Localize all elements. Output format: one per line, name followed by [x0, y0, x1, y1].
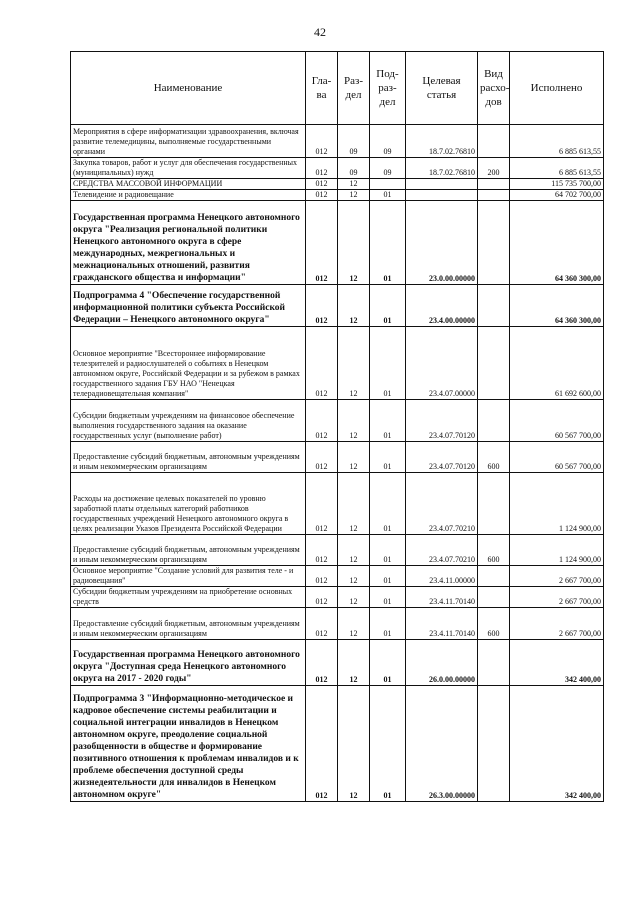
cell-podrazdel: 09	[370, 158, 406, 179]
cell-razdel: 12	[338, 190, 370, 201]
cell-ispolneno: 115 735 700,00	[510, 179, 604, 190]
cell-vid	[478, 190, 510, 201]
table-row	[71, 566, 604, 587]
cell-podrazdel: 01	[370, 201, 406, 285]
cell-celevaya: 23.4.07.70210	[406, 535, 478, 566]
cell-glava: 012	[306, 158, 338, 179]
cell-ispolneno: 64 702 700,00	[510, 190, 604, 201]
cell-ispolneno: 1 124 900,00	[510, 473, 604, 535]
cell-podrazdel: 01	[370, 686, 406, 802]
cell-name: Субсидии бюджетным учреждениям на приобретение основных средств	[71, 587, 306, 608]
table-row	[71, 473, 604, 535]
cell-celevaya: 23.4.00.00000	[406, 285, 478, 327]
cell-celevaya: 23.4.11.70140	[406, 608, 478, 640]
cell-celevaya: 18.7.02.76810	[406, 158, 478, 179]
cell-vid: 600	[478, 608, 510, 640]
cell-glava: 012	[306, 442, 338, 473]
cell-ispolneno: 60 567 700,00	[510, 442, 604, 473]
table-row	[71, 442, 604, 473]
cell-celevaya: 23.4.07.00000	[406, 327, 478, 400]
cell-name: Государственная программа Ненецкого автономного округа "Реализация региональной политики Ненецкого автономного округа в сфере международных, межрегиональных и межнациональных отношений, развития гражданского общества и информации"	[71, 201, 306, 285]
cell-celevaya: 23.4.11.00000	[406, 566, 478, 587]
cell-name: Расходы на достижение целевых показателей по уровню заработной платы отдельных категорий работников государственных учреждений Ненецкого автономного округа в целях реализации Указов Президента Российской Федерации	[71, 473, 306, 535]
cell-podrazdel	[370, 179, 406, 190]
cell-razdel: 12	[338, 686, 370, 802]
table-row	[71, 190, 604, 201]
cell-razdel: 12	[338, 400, 370, 442]
cell-celevaya: 26.3.00.00000	[406, 686, 478, 802]
cell-glava: 012	[306, 201, 338, 285]
cell-name: Закупка товаров, работ и услуг для обеспечения государственных (муниципальных) нужд	[71, 158, 306, 179]
cell-podrazdel: 01	[370, 442, 406, 473]
cell-vid: 600	[478, 442, 510, 473]
cell-name: Мероприятия в сфере информатизации здравоохранения, включая развитие телемедицины, выполняемые государственными органами	[71, 125, 306, 158]
cell-name: Субсидии бюджетным учреждениям на финансовое обеспечение выполнения государственного задания на оказание государственных услуг (выполнение работ)	[71, 400, 306, 442]
cell-podrazdel: 01	[370, 400, 406, 442]
cell-podrazdel: 01	[370, 285, 406, 327]
cell-razdel: 09	[338, 158, 370, 179]
cell-name: Основное мероприятие "Создание условий для развития теле - и радиовещания"	[71, 566, 306, 587]
table-row	[71, 201, 604, 285]
cell-razdel: 12	[338, 179, 370, 190]
cell-glava: 012	[306, 327, 338, 400]
cell-podrazdel: 01	[370, 587, 406, 608]
cell-podrazdel: 01	[370, 608, 406, 640]
table-row	[71, 686, 604, 802]
cell-ispolneno: 342 400,00	[510, 640, 604, 686]
cell-ispolneno: 60 567 700,00	[510, 400, 604, 442]
cell-glava: 012	[306, 473, 338, 535]
table-row	[71, 285, 604, 327]
cell-ispolneno: 2 667 700,00	[510, 566, 604, 587]
cell-glava: 012	[306, 566, 338, 587]
cell-name: Предоставление субсидий бюджетным, автономным учреждениям и иным некоммерческим организациям	[71, 535, 306, 566]
cell-celevaya: 23.4.07.70120	[406, 442, 478, 473]
cell-glava: 012	[306, 686, 338, 802]
cell-glava: 012	[306, 640, 338, 686]
cell-vid	[478, 125, 510, 158]
cell-podrazdel: 01	[370, 566, 406, 587]
cell-glava: 012	[306, 608, 338, 640]
cell-ispolneno: 64 360 300,00	[510, 285, 604, 327]
cell-name: Предоставление субсидий бюджетным, автономным учреждениям и иным некоммерческим организациям	[71, 442, 306, 473]
cell-vid	[478, 566, 510, 587]
cell-ispolneno: 1 124 900,00	[510, 535, 604, 566]
page-number: 42	[314, 25, 326, 39]
cell-ispolneno: 64 360 300,00	[510, 201, 604, 285]
cell-razdel: 12	[338, 587, 370, 608]
cell-celevaya: 23.0.00.00000	[406, 201, 478, 285]
header-ispolneno: Исполнено	[510, 52, 604, 125]
cell-glava: 012	[306, 535, 338, 566]
header-razdel: Раз-дел	[338, 52, 370, 125]
cell-vid	[478, 285, 510, 327]
cell-name: Подпрограмма 4 "Обеспечение государственной информационной политики субъекта Российской Федерации – Ненецкого автономного округа"	[71, 285, 306, 327]
cell-vid	[478, 179, 510, 190]
cell-ispolneno: 61 692 600,00	[510, 327, 604, 400]
table-row	[71, 400, 604, 442]
cell-glava: 012	[306, 190, 338, 201]
header-celevaya: Целевая статья	[406, 52, 478, 125]
cell-vid: 200	[478, 158, 510, 179]
cell-glava: 012	[306, 125, 338, 158]
cell-razdel: 12	[338, 285, 370, 327]
cell-podrazdel: 09	[370, 125, 406, 158]
cell-ispolneno: 342 400,00	[510, 686, 604, 802]
cell-name: Государственная программа Ненецкого автономного округа "Доступная среда Ненецкого автономного округа на 2017 - 2020 годы"	[71, 640, 306, 686]
table-header-row	[71, 52, 604, 125]
cell-ispolneno: 2 667 700,00	[510, 587, 604, 608]
cell-podrazdel: 01	[370, 327, 406, 400]
cell-vid	[478, 640, 510, 686]
cell-podrazdel: 01	[370, 473, 406, 535]
table-row	[71, 640, 604, 686]
header-podrazdel: Под-раз-дел	[370, 52, 406, 125]
cell-razdel: 12	[338, 473, 370, 535]
cell-vid: 600	[478, 535, 510, 566]
cell-glava: 012	[306, 285, 338, 327]
header-name: Наименование	[71, 52, 306, 125]
table-row	[71, 327, 604, 400]
cell-razdel: 09	[338, 125, 370, 158]
cell-name: Телевидение и радиовещание	[71, 190, 306, 201]
cell-razdel: 12	[338, 566, 370, 587]
cell-celevaya: 23.4.07.70120	[406, 400, 478, 442]
cell-glava: 012	[306, 587, 338, 608]
cell-ispolneno: 6 885 613,55	[510, 125, 604, 158]
cell-name: СРЕДСТВА МАССОВОЙ ИНФОРМАЦИИ	[71, 179, 306, 190]
cell-podrazdel: 01	[370, 190, 406, 201]
cell-ispolneno: 2 667 700,00	[510, 608, 604, 640]
cell-razdel: 12	[338, 535, 370, 566]
cell-razdel: 12	[338, 640, 370, 686]
table-row	[71, 158, 604, 179]
cell-celevaya: 18.7.02.76810	[406, 125, 478, 158]
cell-celevaya: 26.0.00.00000	[406, 640, 478, 686]
table-row	[71, 179, 604, 190]
table-row	[71, 587, 604, 608]
cell-name: Предоставление субсидий бюджетным, автономным учреждениям и иным некоммерческим организациям	[71, 608, 306, 640]
header-vid: Вид расхо-дов	[478, 52, 510, 125]
cell-vid	[478, 327, 510, 400]
cell-razdel: 12	[338, 327, 370, 400]
table-row	[71, 608, 604, 640]
cell-celevaya: 23.4.07.70210	[406, 473, 478, 535]
cell-vid	[478, 400, 510, 442]
cell-razdel: 12	[338, 201, 370, 285]
cell-razdel: 12	[338, 608, 370, 640]
table-row	[71, 535, 604, 566]
table-body	[71, 125, 604, 802]
cell-celevaya	[406, 179, 478, 190]
cell-razdel: 12	[338, 442, 370, 473]
cell-celevaya: 23.4.11.70140	[406, 587, 478, 608]
cell-podrazdel: 01	[370, 535, 406, 566]
cell-ispolneno: 6 885 613,55	[510, 158, 604, 179]
cell-glava: 012	[306, 179, 338, 190]
cell-name: Основное мероприятие "Всестороннее информирование телезрителей и радиослушателей о событиях в Ненецком автономном округе, Российской Федерации и за рубежом в рамках государственного задания ГБУ НАО "Ненецкая телерадиовещательная компания"	[71, 327, 306, 400]
cell-vid	[478, 686, 510, 802]
cell-glava: 012	[306, 400, 338, 442]
cell-vid	[478, 473, 510, 535]
cell-podrazdel: 01	[370, 640, 406, 686]
cell-name: Подпрограмма 3 "Информационно-методическое и кадровое обеспечение системы реабилитации и социальной интеграции инвалидов в Ненецком автономном округе, преодоление социальной разобщенности в обществе и формирование позитивного отношения к проблемам инвалидов и к проблеме обеспечения доступной среды жизнедеятельности для инвалидов в Ненецком автономном округе"	[71, 686, 306, 802]
budget-table	[70, 51, 604, 802]
cell-celevaya	[406, 190, 478, 201]
header-glava: Гла-ва	[306, 52, 338, 125]
table-row	[71, 125, 604, 158]
cell-vid	[478, 201, 510, 285]
cell-vid	[478, 587, 510, 608]
